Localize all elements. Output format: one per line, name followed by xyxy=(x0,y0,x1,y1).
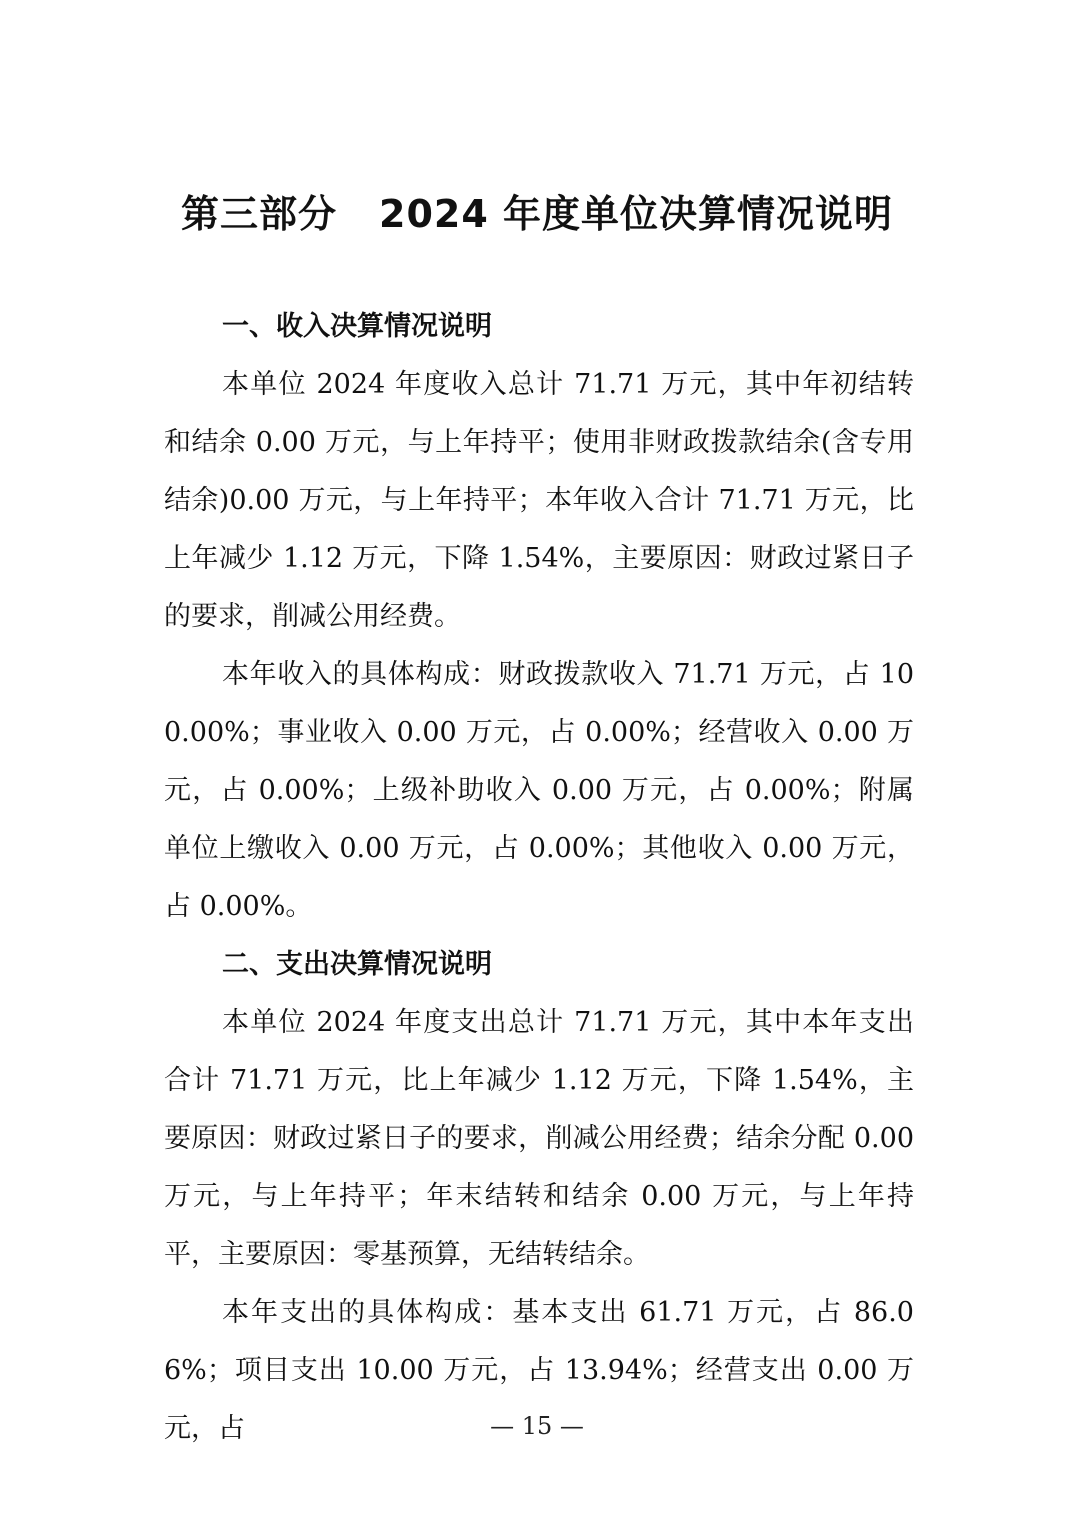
title-text: 2024 年度单位决算情况说明 xyxy=(379,192,893,236)
section-income xyxy=(164,298,914,936)
paragraph: 本年支出的具体构成：基本支出 61.71 万元，占 86.06%；项目支出 10.00 万元，占 13.94%；经营支出 0.00 万元，占 xyxy=(164,1297,914,1444)
paragraph: 本单位 2024 年度收入总计 71.71 万元，其中年初结转和结余 0.00 万元，与上年持平；使用非财政拨款结余(含专用结余)0.00 万元，与上年持平；本年收入合计 71.71 万元，比上年减少 1.12 万元，下降 1.54%，主要原因：财政过紧日子的要求，削减公用经费。 xyxy=(164,369,914,632)
paragraph: 本单位 2024 年度支出总计 71.71 万元，其中本年支出合计 71.71 万元，比上年减少 1.12 万元，下降 1.54%，主要原因：财政过紧日子的要求，削减公用经费；结余分配 0.00 万元，与上年持平；年末结转和结余 0.00 万元，与上年持平，主要原因：零基预算，无结转结余。 xyxy=(164,1007,914,1270)
title-part: 第三部分 xyxy=(180,192,337,236)
page-title xyxy=(0,186,1074,242)
section-heading: 一、收入决算情况说明 xyxy=(222,311,492,342)
section-heading: 二、支出决算情况说明 xyxy=(222,949,492,980)
page-number: — 15 — xyxy=(490,1412,584,1440)
document-body xyxy=(164,298,914,1458)
section-expenditure xyxy=(164,936,914,1458)
paragraph: 本年收入的具体构成：财政拨款收入 71.71 万元，占 100.00%；事业收入 0.00 万元，占 0.00%；经营收入 0.00 万元，占 0.00%；上级补助收入 0.00 万元，占 0.00%；附属单位上缴收入 0.00 万元，占 0.00%；其他收入 0.00 万元，占 0.00%。 xyxy=(164,659,914,922)
